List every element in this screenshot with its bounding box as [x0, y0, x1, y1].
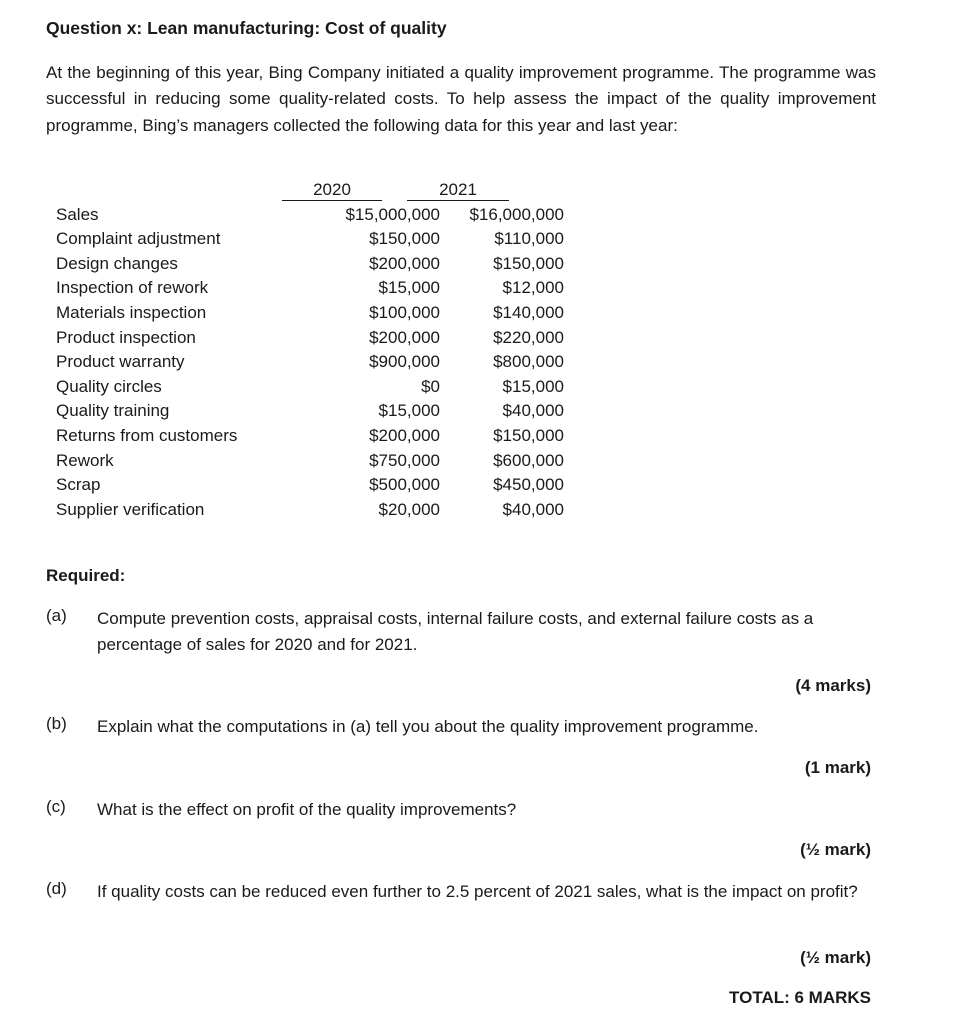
marks-d: (½ mark) — [800, 948, 871, 967]
marks-c: (½ mark) — [800, 840, 871, 859]
table-row — [56, 302, 564, 328]
table-row — [56, 229, 564, 254]
value-2021: $40,000 — [502, 499, 564, 519]
value-2021: $15,000 — [502, 376, 564, 396]
row-label: Rework — [56, 450, 114, 470]
value-2020: $15,000,000 — [345, 204, 440, 224]
table-row — [56, 450, 564, 476]
value-2020: $900,000 — [369, 352, 440, 372]
value-2020: $0 — [421, 376, 440, 396]
header-2020: 2020 — [282, 180, 382, 201]
value-2021: $150,000 — [493, 253, 564, 273]
value-2021: $140,000 — [493, 302, 564, 322]
table-row — [56, 376, 564, 402]
value-2021: $450,000 — [493, 475, 564, 495]
table-row — [56, 278, 564, 303]
question-letter: (b) — [46, 714, 67, 733]
table-row — [56, 204, 564, 230]
question-title: Question x: Lean manufacturing: Cost of quality — [46, 18, 447, 38]
value-2021: $40,000 — [502, 401, 564, 421]
value-2021: $800,000 — [493, 352, 564, 372]
table-row — [56, 352, 564, 377]
value-2020: $15,000 — [378, 278, 440, 298]
value-2020: $100,000 — [369, 302, 440, 322]
question-text: If quality costs can be reduced even further to 2.5 percent of 2021 sales, what is the impact on profit? — [97, 882, 858, 901]
value-2020: $750,000 — [369, 450, 440, 470]
row-label: Supplier verification — [56, 499, 205, 519]
value-2020: $20,000 — [378, 499, 440, 519]
value-2020: $15,000 — [378, 401, 440, 421]
row-label: Inspection of rework — [56, 278, 209, 298]
question-letter: (d) — [46, 879, 67, 898]
row-label: Returns from customers — [56, 425, 238, 445]
row-label: Design changes — [56, 253, 178, 273]
row-label: Sales — [56, 204, 99, 224]
value-2020: $200,000 — [369, 327, 440, 347]
table-row — [56, 401, 564, 426]
value-2021: $12,000 — [502, 278, 564, 298]
header-2021: 2021 — [407, 180, 509, 201]
marks-a: (4 marks) — [795, 676, 871, 695]
value-2021: $600,000 — [493, 450, 564, 470]
row-label: Product warranty — [56, 352, 185, 372]
value-2020: $150,000 — [369, 229, 440, 249]
table-row — [56, 253, 564, 279]
question-text: Compute prevention costs, appraisal costs, internal failure costs, and external failure costs as a percentage of sales for 2020 and for 2021. — [97, 609, 814, 654]
table-row — [56, 327, 564, 353]
value-2020: $200,000 — [369, 253, 440, 273]
value-2021: $150,000 — [493, 425, 564, 445]
row-label: Quality circles — [56, 376, 162, 396]
table-row — [56, 475, 564, 500]
row-label: Materials inspection — [56, 302, 207, 322]
value-2020: $500,000 — [369, 475, 440, 495]
total-marks: TOTAL: 6 MARKS — [729, 988, 871, 1007]
row-label: Quality training — [56, 401, 170, 421]
value-2020: $200,000 — [369, 425, 440, 445]
row-label: Complaint adjustment — [56, 229, 221, 249]
value-2021: $220,000 — [493, 327, 564, 347]
required-heading: Required: — [46, 566, 126, 585]
value-2021: $16,000,000 — [469, 204, 564, 224]
table-header — [56, 180, 516, 205]
table-row — [56, 425, 564, 451]
question-letter: (a) — [46, 606, 67, 625]
question-text: What is the effect on profit of the quality improvements? — [97, 800, 517, 819]
cost-data-table — [56, 180, 564, 524]
value-2021: $110,000 — [494, 229, 564, 249]
row-label: Product inspection — [56, 327, 196, 347]
row-label: Scrap — [56, 475, 101, 495]
question-text: Explain what the computations in (a) tell you about the quality improvement programme. — [97, 717, 759, 736]
table-row — [56, 499, 564, 525]
marks-b: (1 mark) — [804, 758, 871, 777]
question-letter: (c) — [46, 797, 66, 816]
intro-paragraph: At the beginning of this year, Bing Company initiated a quality improvement programme. The programme was successful in reducing some quality-related costs. To help assess the impact of the quality improvement programme, Bing’s managers collected the following data for this year and last year: — [46, 63, 876, 135]
